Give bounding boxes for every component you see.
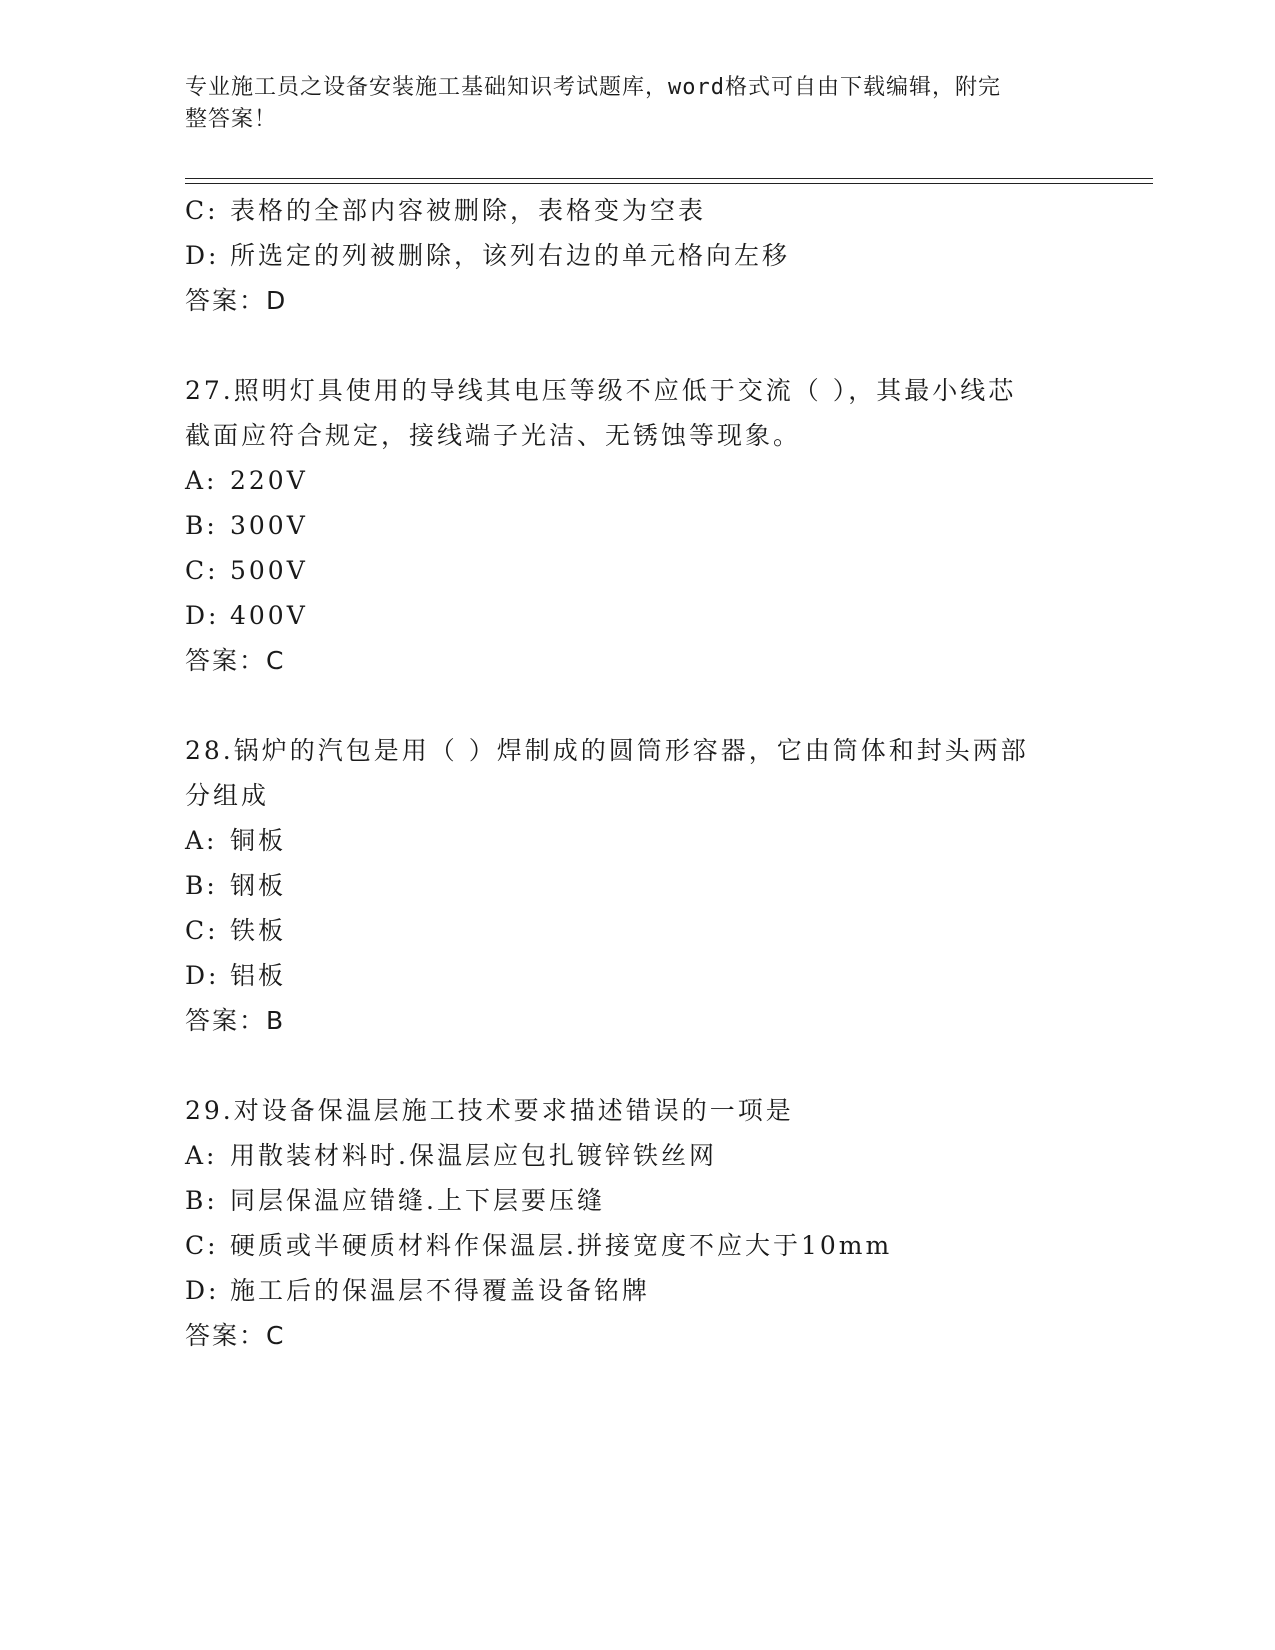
option-label: A: bbox=[185, 466, 218, 495]
option-line bbox=[185, 818, 1065, 863]
option-text: 同层保温应错缝.上下层要压缝 bbox=[230, 1186, 605, 1215]
option-text: 硬质或半硬质材料作保温层.拼接宽度不应大于10mm bbox=[230, 1231, 893, 1260]
option-label: B: bbox=[185, 1186, 218, 1215]
option-line bbox=[185, 1223, 1065, 1268]
header-title-line-2: 整答案！ bbox=[185, 107, 278, 132]
header-title-line-1: 专业施工员之设备安装施工基础知识考试题库，word格式可自由下载编辑，附完 bbox=[185, 75, 1001, 100]
option-text: 铜板 bbox=[230, 826, 287, 855]
option-text: 500V bbox=[230, 556, 308, 585]
option-text: 300V bbox=[230, 511, 308, 540]
continued-question bbox=[185, 188, 1065, 323]
question-stem: 27.照明灯具使用的导线其电压等级不应低于交流（ ），其最小线芯 bbox=[185, 376, 1017, 405]
option-label: D: bbox=[185, 241, 220, 270]
spacer bbox=[185, 1043, 1065, 1088]
option-label: A: bbox=[185, 826, 218, 855]
option-text: 用散装材料时.保温层应包扎镀锌铁丝网 bbox=[230, 1141, 717, 1170]
option-line bbox=[185, 1178, 1065, 1223]
option-line bbox=[185, 503, 1065, 548]
option-label: C: bbox=[185, 916, 219, 945]
option-label: D: bbox=[185, 1276, 220, 1305]
answer-line: 答案：B bbox=[185, 1006, 286, 1035]
spacer bbox=[185, 683, 1065, 728]
document-header bbox=[185, 72, 1065, 136]
option-label: C: bbox=[185, 1231, 219, 1260]
option-line bbox=[185, 458, 1065, 503]
question-29 bbox=[185, 1088, 1065, 1358]
question-content bbox=[185, 188, 1065, 1358]
option-text: 施工后的保温层不得覆盖设备铭牌 bbox=[230, 1276, 651, 1305]
option-label: C: bbox=[185, 556, 219, 585]
option-label: B: bbox=[185, 871, 218, 900]
option-label: D: bbox=[185, 961, 220, 990]
option-label: D: bbox=[185, 601, 220, 630]
option-line bbox=[185, 548, 1065, 593]
option-line bbox=[185, 1133, 1065, 1178]
option-text: 铝板 bbox=[230, 961, 287, 990]
option-text: 400V bbox=[230, 601, 308, 630]
option-line bbox=[185, 593, 1065, 638]
option-line bbox=[185, 188, 1065, 233]
answer-line: 答案：C bbox=[185, 1321, 286, 1350]
option-line bbox=[185, 908, 1065, 953]
question-stem: 28.锅炉的汽包是用（ ）焊制成的圆筒形容器，它由筒体和封头两部 bbox=[185, 736, 1029, 765]
option-line bbox=[185, 953, 1065, 998]
option-text: 表格的全部内容被删除，表格变为空表 bbox=[230, 196, 707, 225]
question-stem: 截面应符合规定，接线端子光洁、无锈蚀等现象。 bbox=[185, 421, 802, 450]
question-stem: 29.对设备保温层施工技术要求描述错误的一项是 bbox=[185, 1096, 794, 1125]
question-27 bbox=[185, 368, 1065, 683]
option-label: A: bbox=[185, 1141, 218, 1170]
option-text: 铁板 bbox=[230, 916, 287, 945]
question-stem: 分组成 bbox=[185, 781, 270, 810]
option-text: 所选定的列被删除，该列右边的单元格向左移 bbox=[230, 241, 791, 270]
option-line bbox=[185, 233, 1065, 278]
option-label: C: bbox=[185, 196, 219, 225]
answer-line: 答案：D bbox=[185, 286, 288, 315]
option-line bbox=[185, 863, 1065, 908]
answer-line: 答案：C bbox=[185, 646, 286, 675]
question-28 bbox=[185, 728, 1065, 1043]
option-text: 220V bbox=[230, 466, 308, 495]
spacer bbox=[185, 323, 1065, 368]
option-text: 钢板 bbox=[230, 871, 287, 900]
header-double-rule bbox=[185, 178, 1153, 184]
option-line bbox=[185, 1268, 1065, 1313]
option-label: B: bbox=[185, 511, 218, 540]
